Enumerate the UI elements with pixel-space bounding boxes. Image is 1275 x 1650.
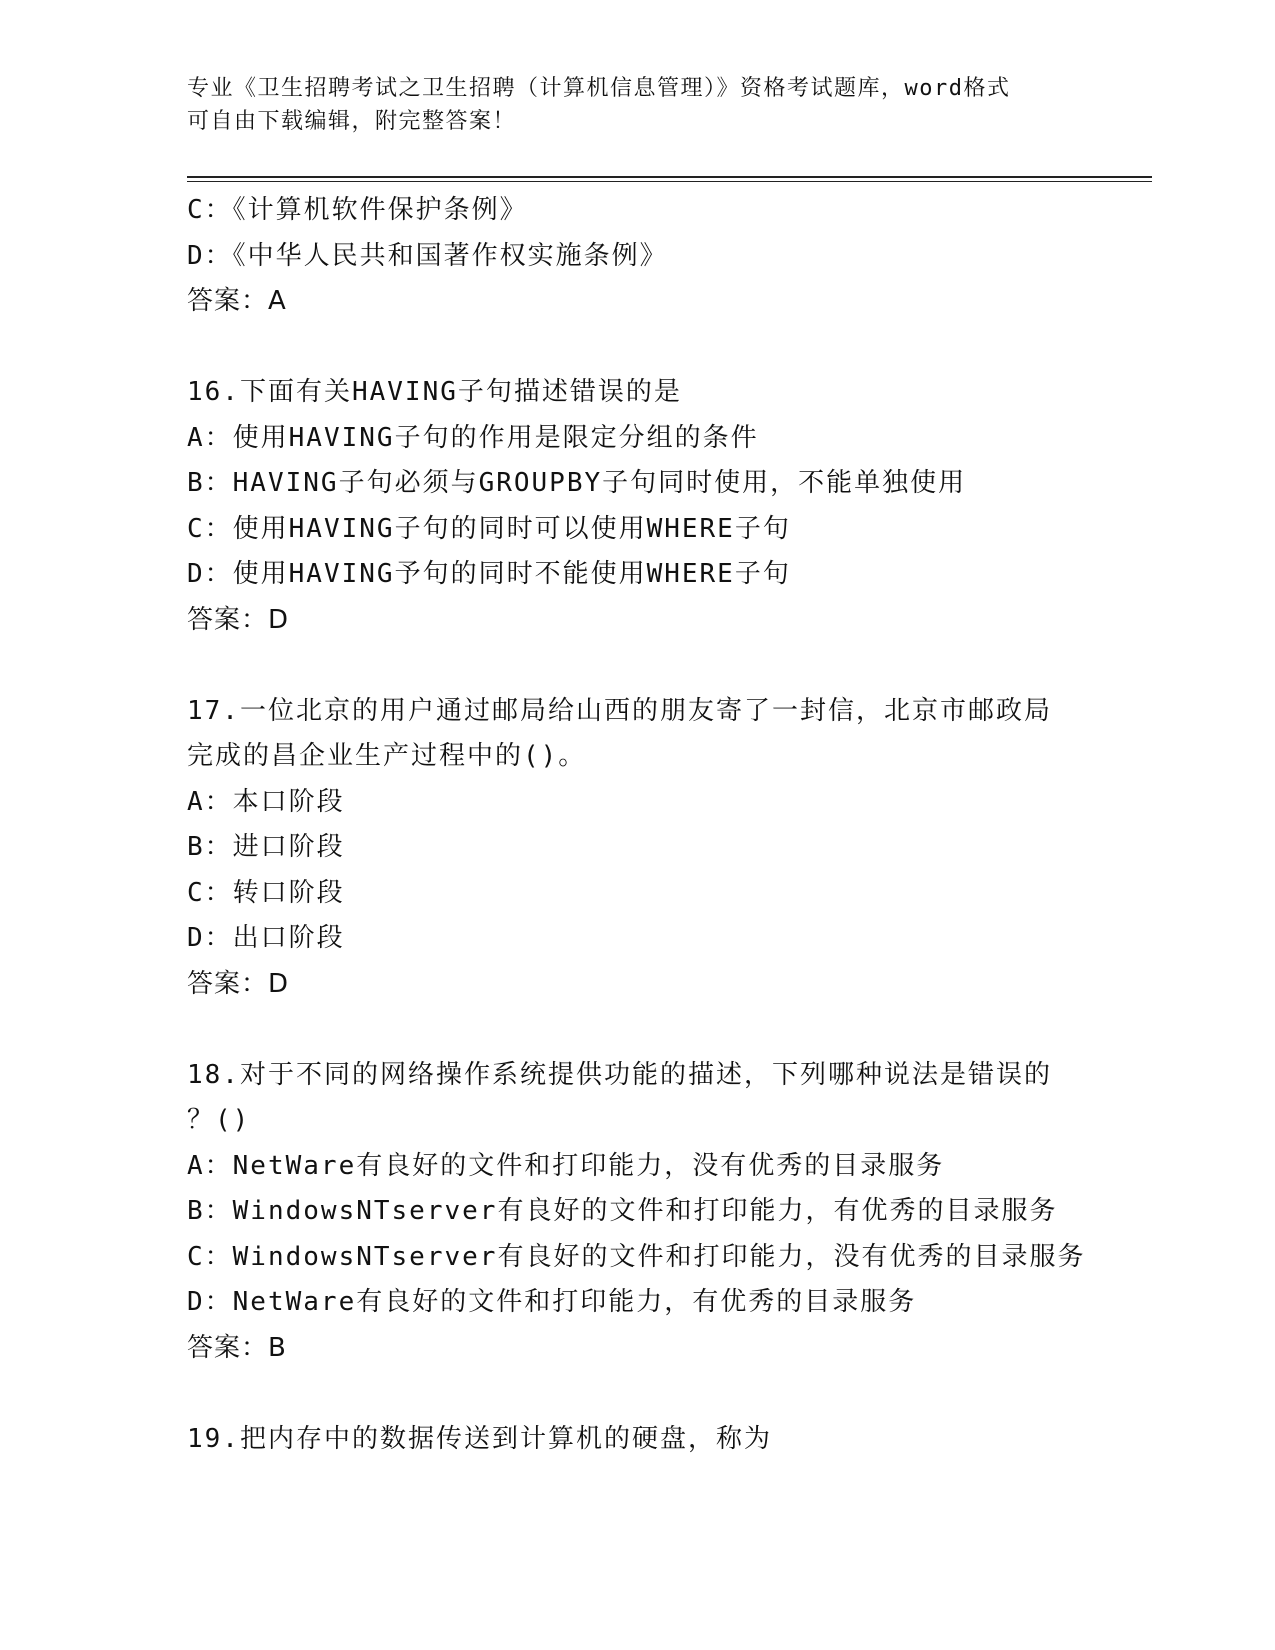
question-stem: 19.把内存中的数据传送到计算机的硬盘，称为 xyxy=(187,1423,772,1454)
question-17 xyxy=(187,689,1087,1008)
question-stem-line-2: 完成的昌企业生产过程中的()。 xyxy=(187,741,587,771)
document-header xyxy=(187,72,1087,138)
option-b: B：进口阶段 xyxy=(187,832,345,862)
answer-line: 答案：D xyxy=(187,968,290,999)
spacer xyxy=(187,643,1087,689)
option-c: C：《计算机软件保护条例》 xyxy=(187,195,528,225)
option-d: D：出口阶段 xyxy=(187,923,345,953)
option-b: B：HAVING子句必须与GROUPBY子句同时使用，不能单独使用 xyxy=(187,468,967,498)
option-d: D：使用HAVING予句的同时不能使用WHERE子句 xyxy=(187,559,791,589)
question-18 xyxy=(187,1053,1087,1372)
header-rule-thin xyxy=(187,181,1152,182)
question-stem-line-1: 17.一位北京的用户通过邮局给山西的朋友寄了一封信，北京市邮政局 xyxy=(187,695,1052,726)
option-c: C：转口阶段 xyxy=(187,877,345,908)
header-line-1: 专业《卫生招聘考试之卫生招聘（计算机信息管理）》资格考试题库，word格式 xyxy=(187,76,1011,101)
answer-line: 答案：D xyxy=(187,604,290,635)
option-a: A：使用HAVING子句的作用是限定分组的条件 xyxy=(187,422,759,453)
header-rule-thick xyxy=(187,176,1152,178)
question-stem: 16.下面有关HAVING子句描述错误的是 xyxy=(187,377,682,407)
answer-line: 答案：B xyxy=(187,1332,287,1363)
option-a: A：本口阶段 xyxy=(187,786,345,817)
option-b: B：WindowsNTserver有良好的文件和打印能力，有优秀的目录服务 xyxy=(187,1196,1058,1226)
question-15-tail xyxy=(187,188,1087,325)
spacer xyxy=(187,1371,1087,1417)
option-d: D：NetWare有良好的文件和打印能力，有优秀的目录服务 xyxy=(187,1287,917,1317)
question-16 xyxy=(187,370,1087,643)
answer-line: 答案：A xyxy=(187,286,287,316)
option-c: C：使用HAVING子句的同时可以使用WHERE子句 xyxy=(187,513,791,544)
option-d: D：《中华人民共和国著作权实施条例》 xyxy=(187,240,668,271)
question-stem-line-2: ？() xyxy=(187,1105,251,1135)
spacer xyxy=(187,1007,1087,1053)
option-a: A：NetWare有良好的文件和打印能力，没有优秀的目录服务 xyxy=(187,1150,945,1181)
question-stem-line-1: 18.对于不同的网络操作系统提供功能的描述，下列哪种说法是错误的 xyxy=(187,1059,1052,1090)
option-c: C：WindowsNTserver有良好的文件和打印能力，没有优秀的目录服务 xyxy=(187,1241,1086,1272)
spacer xyxy=(187,325,1087,371)
question-19 xyxy=(187,1417,1087,1463)
document-body xyxy=(187,188,1087,1462)
header-line-2: 可自由下载编辑，附完整答案！ xyxy=(187,109,517,134)
